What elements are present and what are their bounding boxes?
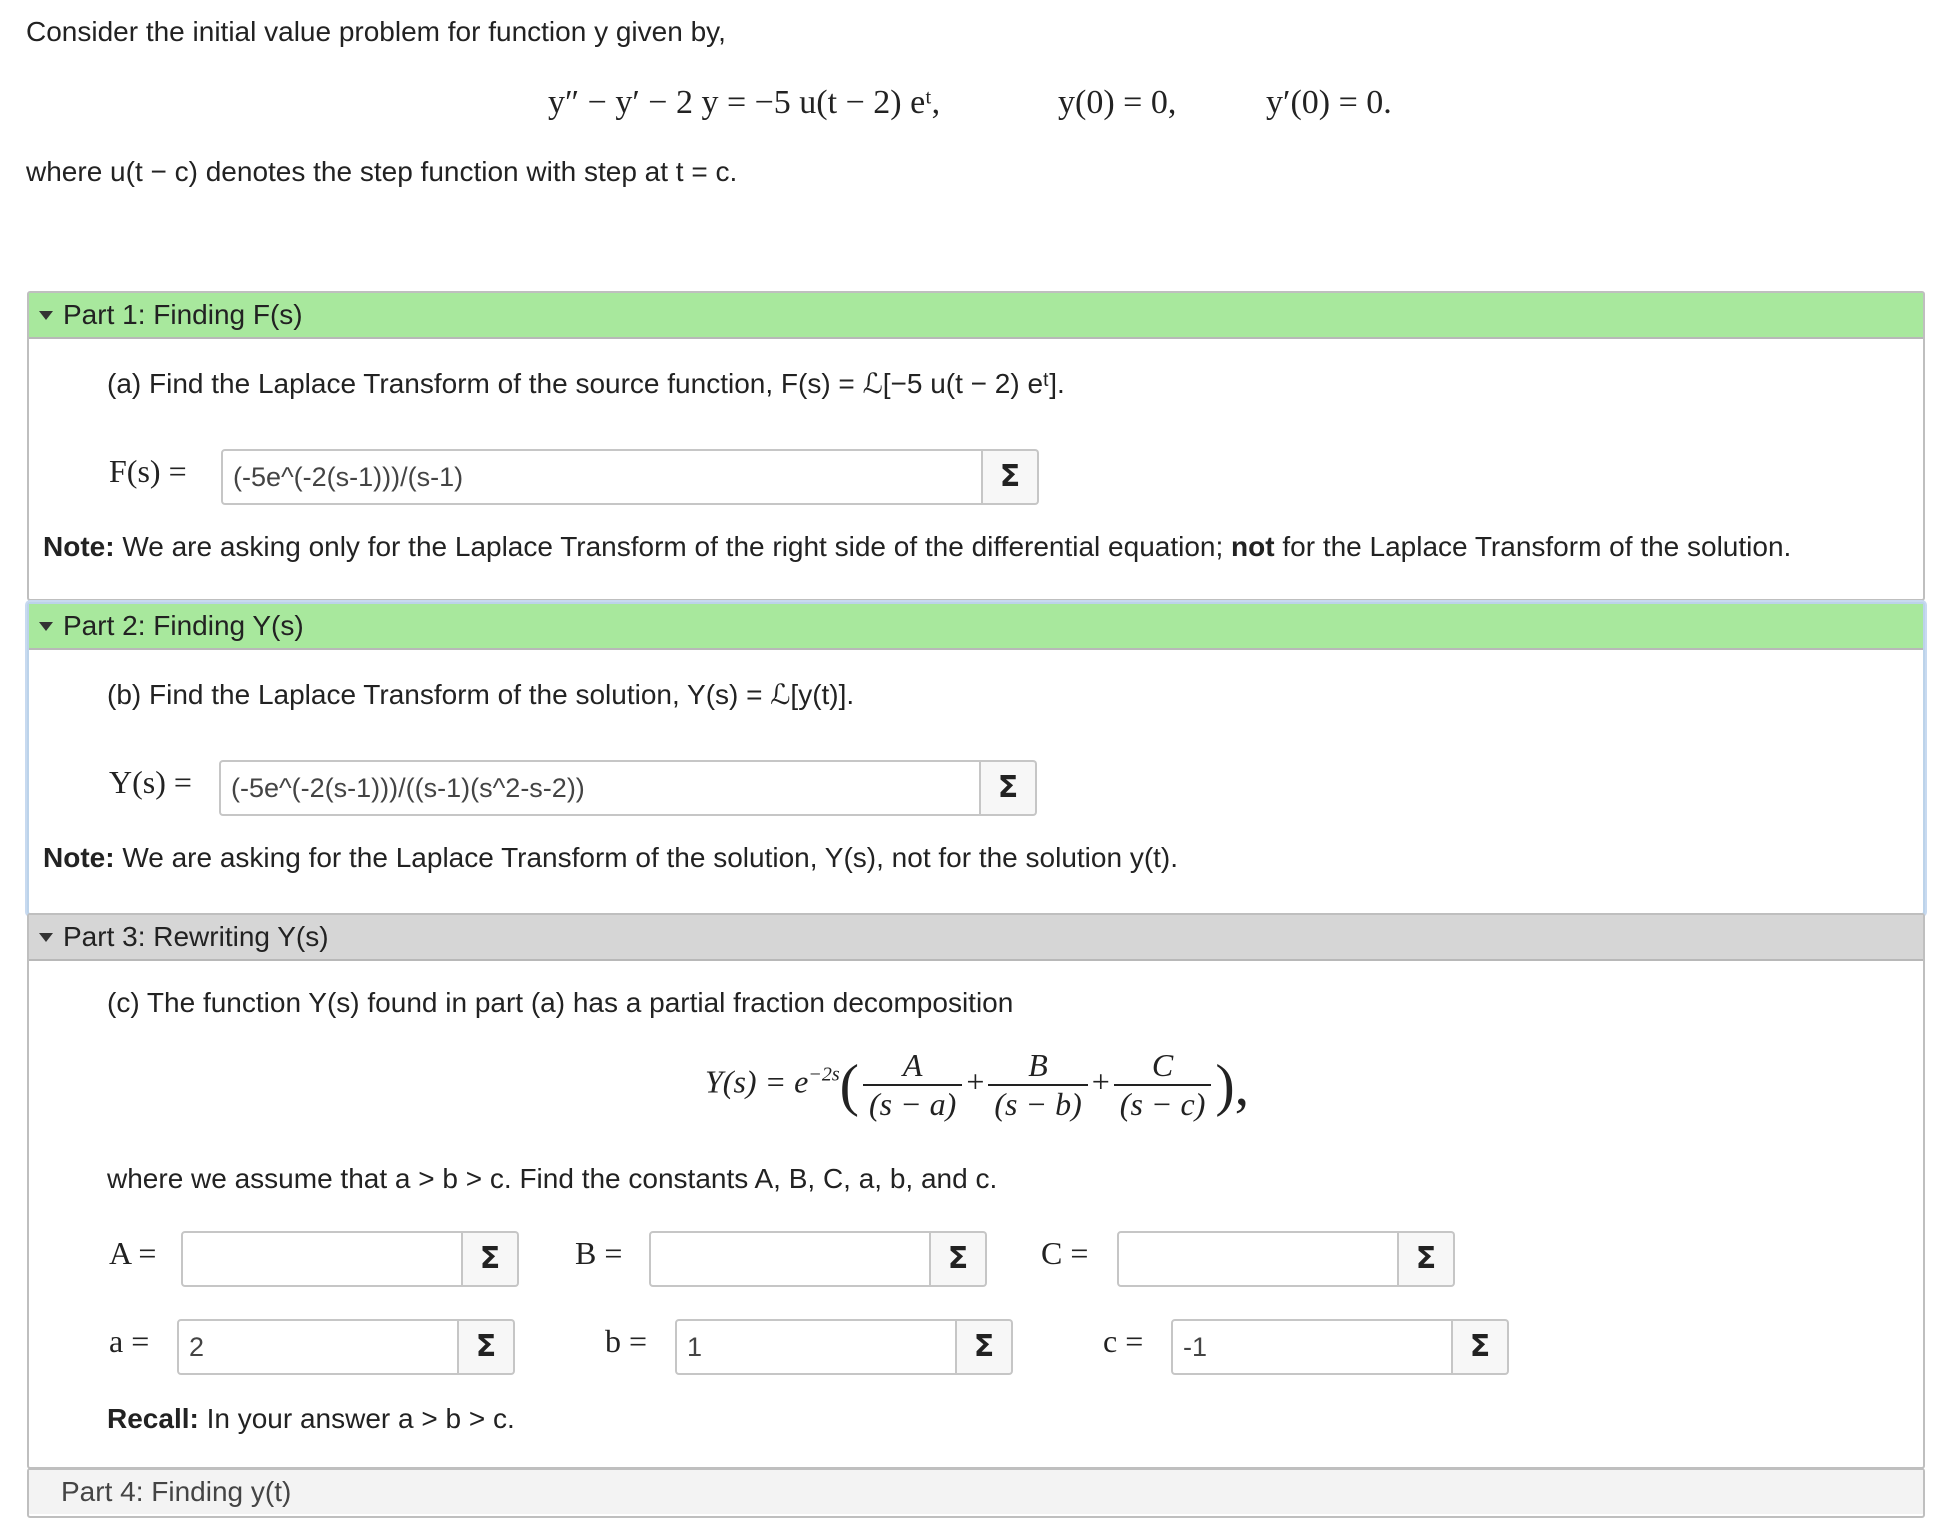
part1-note-label: Note: [43, 531, 115, 562]
fraction-c [1114, 1047, 1212, 1123]
step-function-note: where u(t − c) denotes the step function with step at t = c. [26, 156, 738, 187]
part2-panel [27, 602, 1925, 915]
part4-title: Part 4: Finding y(t) [61, 1476, 292, 1507]
part3-question: (c) The function Y(s) found in part (a) has a partial fraction decomposition [107, 987, 1014, 1018]
numerator-A: A [863, 1047, 962, 1086]
part2-question: (b) Find the Laplace Transform of the solution, Y(s) = ℒ[y(t)]. [107, 679, 855, 710]
caret-down-icon [39, 311, 53, 320]
part2-label: Y(s) = [109, 764, 192, 800]
part1-note-not: not [1231, 531, 1275, 562]
fraction-b [988, 1047, 1087, 1123]
A-input[interactable] [181, 1231, 463, 1287]
recall-text: In your answer a > b > c. [198, 1403, 515, 1434]
part3-assumption: where we assume that a > b > c. Find the constants A, B, C, a, b, and c. [107, 1163, 998, 1194]
ode-equation: y″ − y′ − 2 y = −5 u(t − 2) eᵗ, [548, 84, 941, 121]
part2-header[interactable] [29, 604, 1923, 650]
a-label: a = [109, 1323, 150, 1359]
part1-question: (a) Find the Laplace Transform of the source function, F(s) = ℒ[−5 u(t − 2) eᵗ]. [107, 368, 1065, 399]
part3-header[interactable] [29, 915, 1923, 961]
intro-text: Consider the initial value problem for function y given by, [26, 16, 726, 47]
a-sigma-button[interactable]: Σ [459, 1319, 515, 1375]
c-label: c = [1103, 1323, 1144, 1359]
part4-header[interactable] [29, 1470, 1923, 1514]
denominator-a: (s − a) [868, 1086, 957, 1122]
B-sigma-button[interactable]: Σ [931, 1231, 987, 1287]
part1-note-text-b: for the Laplace Transform of the solution. [1274, 531, 1792, 562]
part2-note-text: We are asking for the Laplace Transform of the solution, Y(s), not for the solution y(t). [114, 842, 1179, 873]
C-input[interactable] [1117, 1231, 1399, 1287]
decomp-lhs: Y(s) = e [705, 1063, 809, 1100]
a-input[interactable]: 2 [177, 1319, 459, 1375]
initial-condition-yprime: y′(0) = 0. [1266, 84, 1392, 121]
part2-answer-input[interactable]: (-5e^(-2(s-1)))/((s-1)(s^2-s-2)) [219, 760, 981, 816]
part1-label: F(s) = [109, 453, 187, 489]
C-label: C = [1041, 1235, 1089, 1271]
b-input[interactable]: 1 [675, 1319, 957, 1375]
numerator-C: C [1114, 1047, 1212, 1086]
B-input[interactable] [649, 1231, 931, 1287]
B-label: B = [575, 1235, 623, 1271]
A-sigma-button[interactable]: Σ [463, 1231, 519, 1287]
decomp-exponent: −2s [808, 1063, 840, 1086]
initial-condition-y: y(0) = 0, [1058, 84, 1177, 121]
b-sigma-button[interactable]: Σ [957, 1319, 1013, 1375]
part2-sigma-button[interactable]: Σ [981, 760, 1037, 816]
closing-paren: ), [1215, 1052, 1250, 1118]
part2-note [43, 842, 1178, 874]
part4-panel [27, 1468, 1925, 1518]
part1-sigma-button[interactable]: Σ [983, 449, 1039, 505]
A-label: A = [109, 1235, 157, 1271]
part3-panel [27, 913, 1925, 1469]
recall-label: Recall: [107, 1403, 199, 1434]
plus-sign: + [1091, 1063, 1110, 1100]
part1-title: Part 1: Finding F(s) [63, 299, 303, 330]
partial-fraction-equation: $Y(s) = e^{-2s}$( $\frac{A}{(s - a)}$ + $\frac{B}{(s - b)}$ + $\frac{C}{(s - c)}$ ), [705, 1047, 1250, 1122]
b-label: b = [605, 1323, 648, 1359]
caret-down-icon [39, 933, 53, 942]
denominator-c: (s − c) [1119, 1086, 1206, 1122]
numerator-B: B [988, 1047, 1087, 1086]
part1-answer-input[interactable]: (-5e^(-2(s-1)))/(s-1) [221, 449, 983, 505]
part3-recall [107, 1403, 515, 1435]
denominator-b: (s − b) [994, 1086, 1082, 1122]
part1-panel [27, 291, 1925, 601]
part1-note [43, 531, 1791, 563]
part3-title: Part 3: Rewriting Y(s) [63, 921, 329, 952]
c-input[interactable]: -1 [1171, 1319, 1453, 1375]
part2-note-label: Note: [43, 842, 115, 873]
part1-header[interactable] [29, 293, 1923, 339]
part1-note-text-a: We are asking only for the Laplace Transform of the right side of the differential equation; [114, 531, 1232, 562]
plus-sign: + [966, 1063, 985, 1100]
part2-title: Part 2: Finding Y(s) [63, 610, 304, 641]
C-sigma-button[interactable]: Σ [1399, 1231, 1455, 1287]
caret-down-icon [39, 622, 53, 631]
c-sigma-button[interactable]: Σ [1453, 1319, 1509, 1375]
fraction-a [863, 1047, 962, 1123]
